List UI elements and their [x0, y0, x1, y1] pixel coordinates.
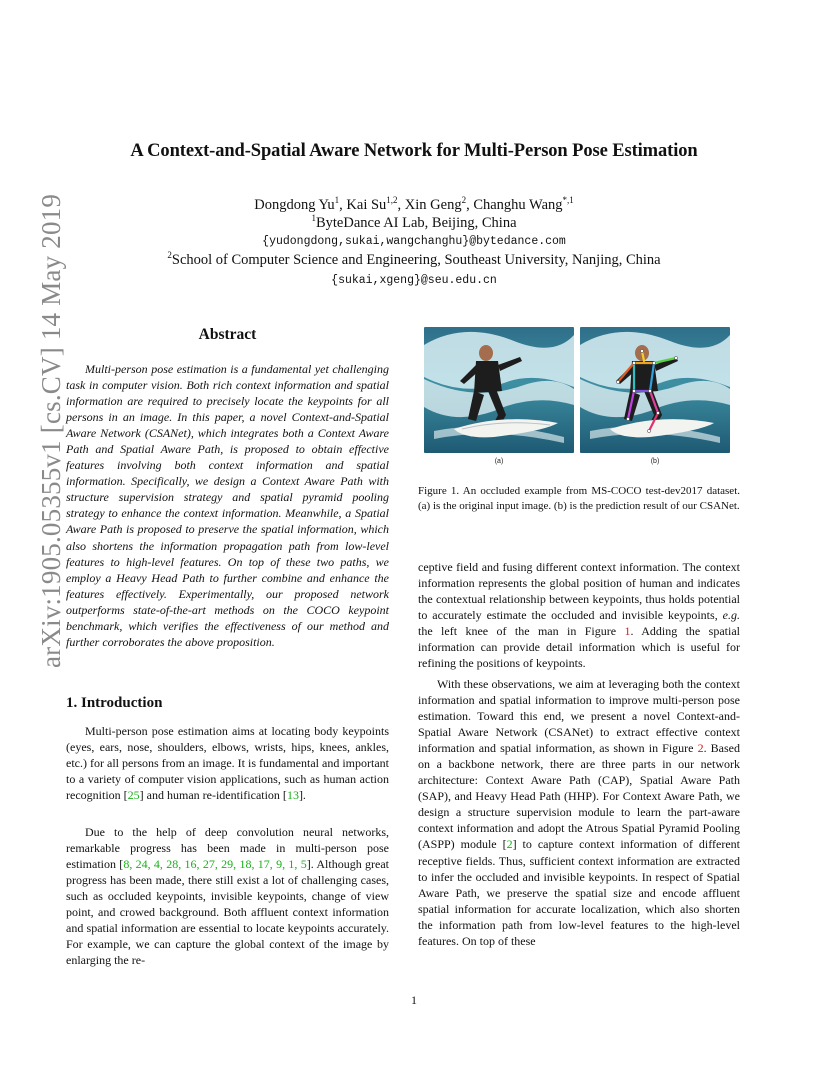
separator: ,	[397, 197, 405, 213]
author-block	[0, 196, 828, 290]
affiliation-marker: 2	[461, 195, 467, 206]
paragraph-text: the left knee of the man in Figure	[418, 624, 625, 639]
paragraph-text: ].	[298, 788, 306, 803]
paragraph-text: ceptive field and fusing different context information. The context information represents the global position of human and indicates the contextual relationship between keypoints, thus holds potential to accurately estimate the occluded and invisible keypoints,	[418, 560, 740, 623]
introduction-heading: 1. Introduction	[66, 695, 163, 711]
paragraph-text: ] to capture context information of different receptive fields. Thus, sufficient context information are extracted to infer the occluded and invisible keypoints. In respect of Spatial Aware Path, we preserve the spatial size and encode affluent spatial information for accurate localization, which also shorten the information path from low-level features to the high-level features. On top of these	[418, 837, 740, 948]
right-paragraph-2	[418, 676, 740, 949]
citation-links[interactable]: 8, 24, 4, 28, 16, 27, 29, 18, 17, 9, 1, 5	[123, 857, 307, 872]
figure-1	[424, 327, 734, 473]
separator: ,	[339, 197, 347, 213]
abstract-heading: Abstract	[198, 326, 257, 343]
email-line-1: {yudongdong,sukai,wangchanghu}@bytedance.com	[262, 235, 566, 248]
affiliation-text: School of Computer Science and Engineering, Southeast University, Nanjing, China	[171, 252, 661, 268]
subfigure-label-b: (b)	[650, 458, 660, 465]
affiliation-marker: 1	[311, 213, 316, 224]
intro-paragraph-1	[66, 723, 389, 803]
citation-link[interactable]: 13	[286, 788, 299, 803]
author-names	[0, 196, 828, 214]
paragraph-text: With these observations, we aim at leveraging both the context information and spatial information to improve multi-person pose estimation. Toward this end, we present a novel Context-and-Spatial Aware Network (CSANet) to extract effective context information and spatial information, as shown in Figure	[418, 677, 740, 756]
intro-paragraph-2	[66, 824, 389, 968]
surfer-input-image	[424, 327, 574, 453]
affiliation-marker: 2	[167, 250, 172, 261]
author-name: Changhu Wang	[473, 197, 563, 213]
abstract-text: Multi-person pose estimation is a fundamental yet challenging task in computer vision. Both rich context information and spatial information are required to precisely locate the keypoints for all persons in an image. In this paper, a novel Context-and-Spatial Aware Network (CSANet), which integrates both a Context Aware Path and Spatial Aware Path, is proposed to obtain effective features involving both context information and spatial information. Specifically, we design a Context Aware Path with structure supervision strategy and spatial pyramid pooling strategy to enhance the context information. Meanwhile, a Spatial Aware Path is proposed to preserve the spatial information, which also shortens the information propagation path from low-level features to high-level features. On top of these two paths, we employ a Heavy Head Path to further combine and enhance the features effectively. Experimentally, our proposed network outperforms state-of-the-art methods on the COCO keypoint benchmark, which verifies the effectiveness of our method and further corroborates the above proposition.	[66, 362, 389, 649]
paragraph-text: Due to the help of deep convolution neural networks, remarkable progress has been made in multi-person pose estimation [	[66, 825, 389, 872]
paragraph-text: Multi-person pose estimation aims at locating body keypoints (eyes, ears, nose, shoulders, elbows, wrists, hips, knees, ankles, etc.) for all persons from an image. It is fundamental and important to a variety of computer vision applications, such as human action recognition [	[66, 724, 389, 803]
paragraph-text: . Based on a backbone network, there are three parts in our network architecture: Context Aware Path (CAP), Spatial Aware Path (SAP), and Heavy Head Path (HHP). For Context Aware Path, we design a structure supervision module to learn the part-aware context information and adopt the Atrous Spatial Pyramid Pooling (ASPP) module [	[418, 741, 740, 852]
separator: ,	[466, 197, 474, 213]
page-number: 1	[411, 993, 417, 1007]
subfigure-label-a: (a)	[494, 458, 504, 465]
citation-link[interactable]: 25	[127, 788, 140, 803]
author-name: Kai Su	[346, 197, 387, 213]
figure-reference-link[interactable]: 2	[697, 741, 704, 756]
affiliation-marker: 1,2	[386, 195, 398, 206]
paragraph-text: ]. Although great progress has been made, there still exist a lot of challenging cases, such as occluded keypoints, invisible keypoints, change of view point, and crowed background. Both affluent context information and spatial information are essential to locate keypoints accurately. For example, we can capture the global context of the image by enlarging the re-	[66, 857, 390, 968]
email-line-2: {sukai,xgeng}@seu.edu.cn	[331, 274, 497, 287]
paper-title: A Context-and-Spatial Aware Network for Multi-Person Pose Estimation	[130, 141, 698, 161]
figure-reference-link[interactable]: 1	[624, 624, 631, 639]
affiliation-text: ByteDance AI Lab, Beijing, China	[315, 215, 517, 231]
paragraph-text: . Adding the spatial information can provide detail information which is useful for refining the positions of keypoints.	[418, 624, 740, 671]
arxiv-identifier-stamp: arXiv:1905.05355v1 [cs.CV] 14 May 2019	[36, 193, 66, 668]
affiliation-2	[0, 251, 828, 269]
paragraph-text: ] and human re-identification [	[139, 788, 287, 803]
citation-link[interactable]: 2	[506, 837, 513, 852]
right-paragraph-1	[418, 559, 740, 671]
pose-prediction-image	[580, 327, 730, 453]
figure-caption: Figure 1. An occluded example from MS-COCO test-dev2017 dataset. (a) is the original input image. (b) is the prediction result of our CSANet.	[418, 485, 740, 512]
italic-abbrev: e.g.	[722, 608, 740, 623]
affiliation-1	[0, 214, 828, 232]
affiliation-marker: 1	[334, 195, 340, 206]
author-name: Xin Geng	[404, 197, 462, 213]
author-name: Dongdong Yu	[254, 197, 335, 213]
affiliation-marker: *,1	[562, 195, 574, 206]
